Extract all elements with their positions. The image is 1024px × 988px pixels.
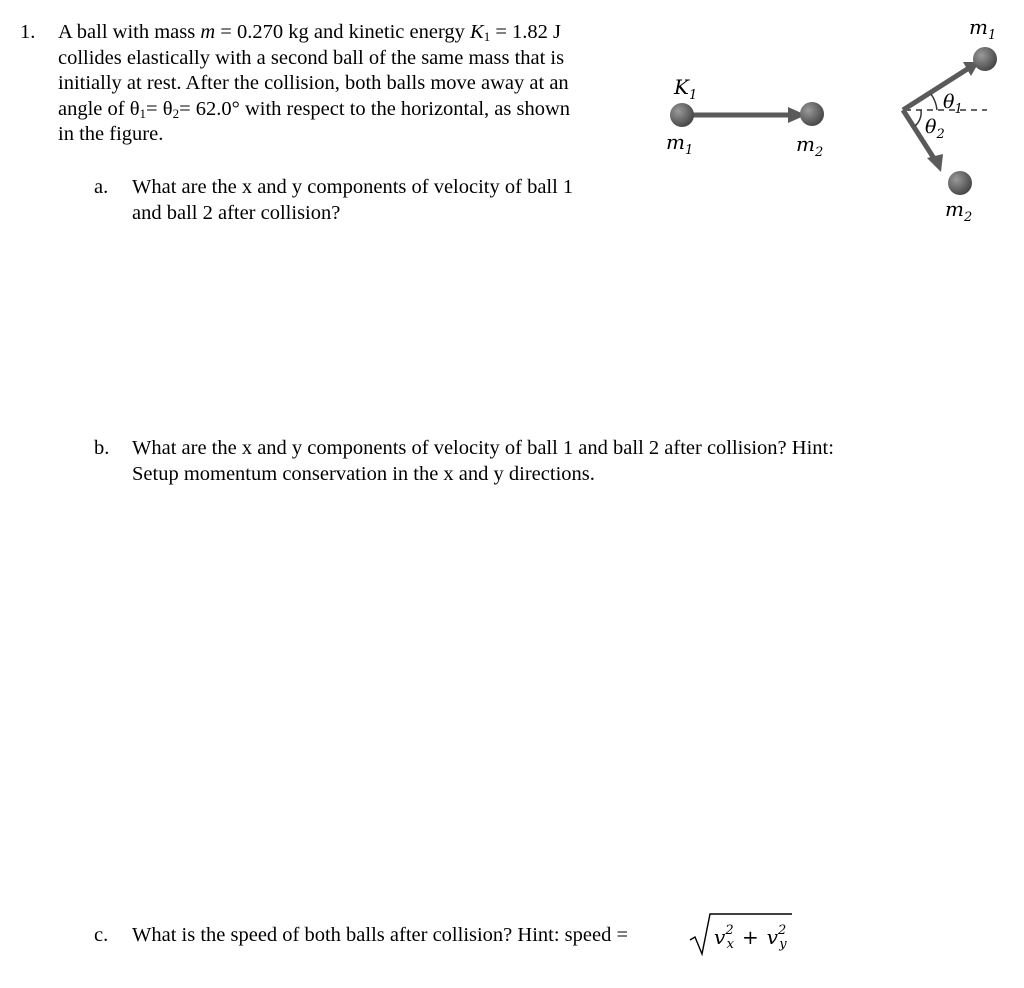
angle-1-arc xyxy=(931,94,937,110)
part-b-text xyxy=(132,436,834,487)
after-ball-1 xyxy=(973,47,997,71)
part-b-line-1: What are the x and y components of velocity of ball 1 and ball 2 after collision? Hint: xyxy=(132,437,834,459)
angle-1-label: $\theta_1$ xyxy=(943,91,963,117)
part-a-line-1: What are the x and y components of velocity of ball 1 xyxy=(132,176,574,198)
part-b-line-2: Setup momentum conservation in the x and y directions. xyxy=(132,462,595,485)
part-a-label: a. xyxy=(94,176,109,198)
stem-line-3: initially at rest. After the collision, both balls move away at an xyxy=(58,72,569,94)
formula-text: $v^2$ $x + v^2$ y xyxy=(714,923,787,952)
part-c-text xyxy=(132,923,628,949)
ball-1 xyxy=(670,103,694,127)
part-a-line-2: and ball 2 after collision? xyxy=(132,201,341,224)
problem-number: 1. xyxy=(20,21,36,43)
ball-2 xyxy=(800,102,824,126)
speed-formula xyxy=(688,908,798,958)
energy-label: $K_1$ xyxy=(674,75,698,103)
ball-2-arrow-head xyxy=(927,154,943,172)
angle-2-label: $\theta_2$ xyxy=(925,116,945,142)
after-ball-1-label: $m_1$ xyxy=(969,15,997,43)
after-ball-2 xyxy=(948,171,972,195)
part-a-text xyxy=(132,175,573,226)
after-ball-2-label: $m_2$ xyxy=(945,197,973,225)
figure-before-collision xyxy=(650,60,850,160)
ball-2-label: $m_2$ xyxy=(796,132,824,160)
ball-1-label: $m_1$ xyxy=(666,130,694,158)
stem-line-5: in the figure. xyxy=(58,123,164,145)
stem-line-1: A ball with mass m = 0.270 kg and kinetic energy $K_1 = 1.82$ J xyxy=(58,21,562,44)
stem-line-4: angle of $\theta_1= \theta_2= 62.0^\circ$ with respect to the horizontal, as shown xyxy=(58,97,571,121)
part-c-label: c. xyxy=(94,924,109,946)
angle-2-arc xyxy=(915,110,921,126)
part-c-question: What is the speed of both balls after collision? Hint: speed = xyxy=(132,924,629,946)
part-b-label: b. xyxy=(94,437,110,459)
figure-after-collision xyxy=(895,10,1015,230)
problem-statement xyxy=(58,20,638,148)
stem-line-2: collides elastically with a second ball of the same mass that is xyxy=(58,46,565,69)
